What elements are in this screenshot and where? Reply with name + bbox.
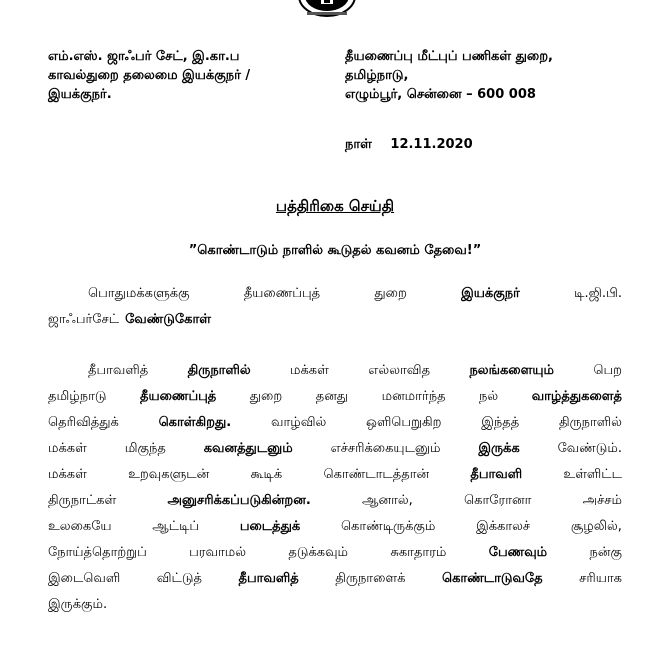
sender-name: எம்.எஸ். ஜாஃபர் சேட், இ.கா.ப	[48, 49, 240, 64]
word: மக்கள்	[48, 467, 87, 482]
sender-designation: காவல்துறை தலைமை இயக்குநர் /	[48, 68, 251, 83]
paragraph-line	[48, 566, 622, 592]
word: படைத்துக்	[239, 519, 301, 534]
department-name: தீயணைப்பு மீட்புப் பணிகள் துறை,	[345, 49, 553, 64]
word: கொண்டாடத்தான்	[323, 467, 430, 482]
word: தீபாவளித்	[238, 571, 299, 586]
word: திருநாளைக்	[335, 571, 406, 586]
word: வாழ்த்துகளைத்	[531, 389, 622, 404]
paragraph-line	[48, 514, 622, 540]
word: தீயணைப்புத்	[139, 389, 217, 404]
word: பொதுமக்களுக்கு	[88, 286, 190, 301]
word: கொள்கிறது.	[158, 415, 232, 430]
word: இந்தத்	[481, 415, 520, 430]
date-value: 12.11.2020	[390, 137, 473, 152]
word: கொண்டிருக்கும்	[340, 519, 436, 534]
word: தெரிவித்துக்	[48, 415, 119, 430]
word: அனுசரிக்கப்படுகின்றன.	[167, 493, 311, 508]
word: தமிழ்நாடு	[48, 389, 107, 404]
word: இயக்குநர்	[461, 286, 520, 301]
word: ஒளிபெறுகிற	[366, 415, 442, 430]
word: மக்கள்	[290, 363, 329, 378]
paragraph-line	[48, 358, 622, 384]
word: ஆட்டிப்	[152, 519, 200, 534]
sender-block	[48, 47, 338, 104]
word: திருநாளில்	[187, 363, 251, 378]
page-subtitle: ”கொண்டாடும் நாளில் கூடுதல் கவனம் தேவை!”	[188, 243, 482, 258]
word: எல்லாவித	[368, 363, 431, 378]
word: தனது	[315, 389, 349, 404]
tn-government-emblem-icon	[297, 0, 357, 18]
word: தீயணைப்புத்	[243, 286, 321, 301]
word: தீபாவளித்	[88, 363, 149, 378]
word: திருநாட்கள்	[48, 493, 117, 508]
word: இக்காலச்	[476, 519, 531, 534]
word: கவனத்துடனும்	[203, 441, 293, 456]
paragraph-line	[48, 540, 622, 566]
word: நலங்களையும்	[469, 363, 554, 378]
date-label: நாள்	[345, 137, 372, 152]
word: வாழ்வில்	[271, 415, 327, 430]
paragraph-line	[48, 384, 622, 410]
department-address: எழும்பூர், சென்னை – 600 008	[345, 87, 536, 102]
paragraph-line	[48, 488, 622, 514]
word: இருக்க	[478, 441, 520, 456]
word: மிகுந்த	[124, 441, 166, 456]
word: தடுக்கவும்	[288, 545, 348, 560]
department-state: தமிழ்நாடு,	[345, 68, 409, 83]
word: சுகாதாரம்	[390, 545, 447, 560]
page-title: பத்திரிகை செய்தி	[275, 197, 395, 215]
paragraph-line	[48, 462, 622, 488]
word: உள்ளிட்ட	[563, 467, 622, 482]
word: மக்கள்	[48, 441, 87, 456]
paragraph-line	[48, 410, 622, 436]
word: கூடிக்	[250, 467, 283, 482]
word: ஜாஃபர்சேட்	[48, 312, 120, 327]
department-address-block	[345, 47, 635, 104]
word: விட்டுத்	[156, 571, 202, 586]
word: திருநாளில்	[558, 415, 622, 430]
body-paragraph	[48, 358, 622, 618]
paragraph-line	[48, 307, 622, 333]
word: அச்சம்	[582, 493, 622, 508]
word: கொரோனா	[464, 493, 532, 508]
word: தீபாவளி	[470, 467, 523, 482]
word: பேணவும்	[488, 545, 548, 560]
word: நோய்த்தொற்றுப்	[48, 545, 147, 560]
word: மனமார்ந்த	[381, 389, 446, 404]
word: பரவாமல்	[189, 545, 246, 560]
paragraph-line	[48, 281, 622, 307]
word: உறவுகளுடன்	[128, 467, 210, 482]
word: பெற	[593, 363, 622, 378]
paragraph-line	[48, 592, 622, 618]
word: கொண்டாடுவதே	[441, 571, 543, 586]
word: துறை	[374, 286, 407, 301]
word: எச்சரிக்கையுடனும்	[330, 441, 441, 456]
word: சூழலில்,	[570, 519, 622, 534]
word: இடைவெளி	[48, 571, 121, 586]
word: டி.ஜி.பி.	[574, 286, 622, 301]
intro-paragraph	[48, 281, 622, 333]
word: நல்	[479, 389, 499, 404]
word: உலகையே	[48, 519, 112, 534]
word: துறை	[249, 389, 283, 404]
word: இருக்கும்.	[48, 597, 108, 612]
word: ஆனால்,	[362, 493, 413, 508]
date-line	[345, 137, 473, 153]
word: சரியாக	[579, 571, 622, 586]
word: வேண்டுகோள்	[125, 312, 211, 327]
word: வேண்டும்.	[557, 441, 622, 456]
word: நன்கு	[589, 545, 622, 560]
sender-designation-cont: இயக்குநர்.	[48, 87, 112, 102]
paragraph-line	[48, 436, 622, 462]
